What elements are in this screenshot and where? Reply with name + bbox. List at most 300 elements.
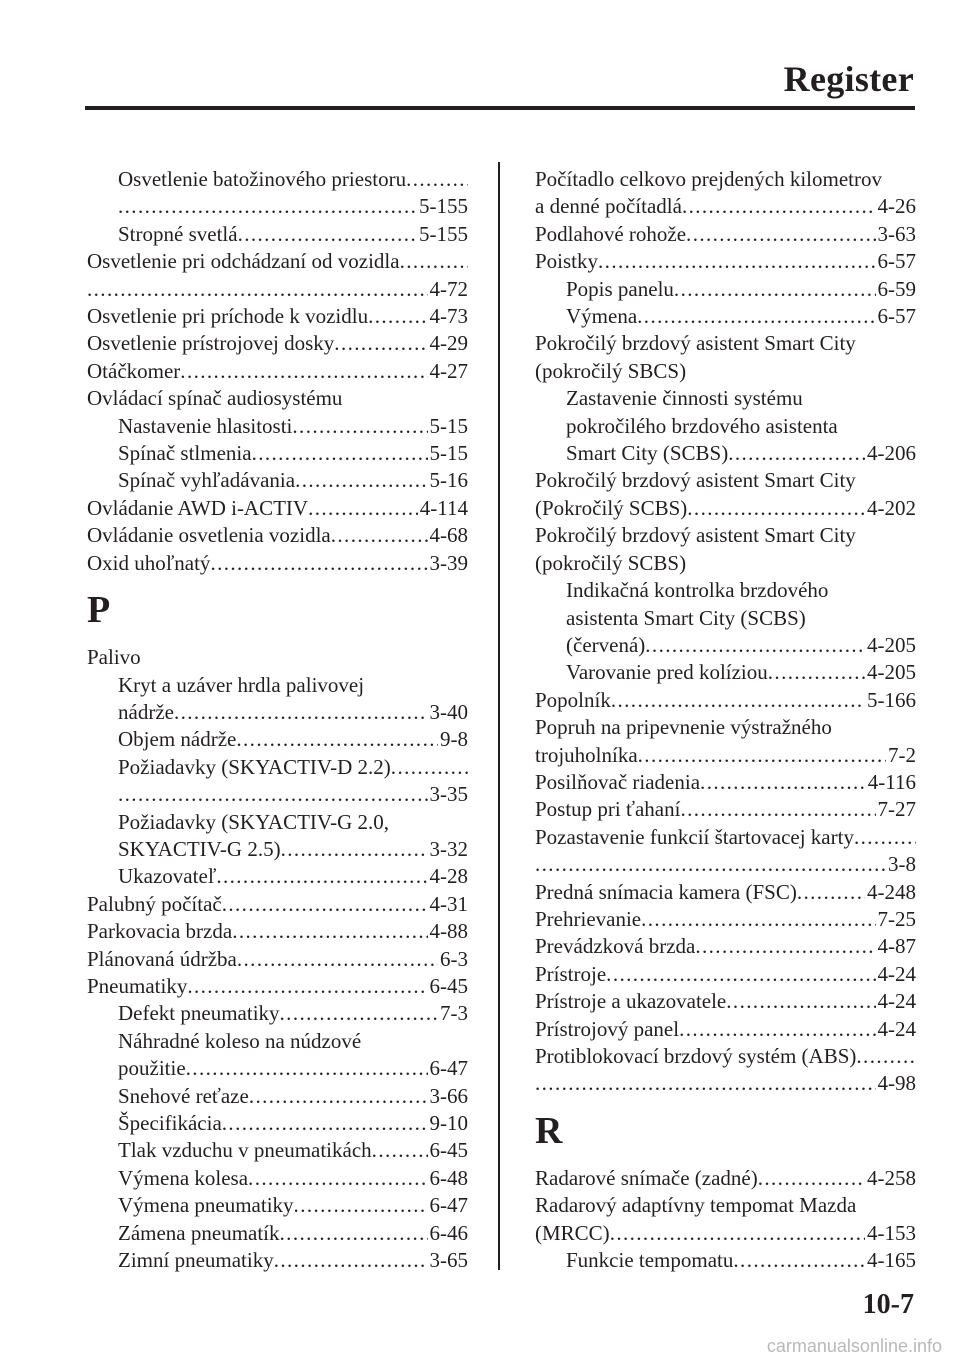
index-entry-line [535, 851, 916, 878]
index-subentry [87, 726, 468, 753]
index-entry-text: Výmena pneumatiky [118, 1193, 294, 1218]
dot-leader [856, 1043, 916, 1070]
index-entry-line [118, 754, 468, 781]
index-entry-text: Predná snímacia kamera (FSC) [535, 879, 797, 904]
index-subentry [535, 276, 916, 303]
index-page-ref: 3-39 [429, 550, 468, 575]
index-entry-text: Prístroje [535, 961, 607, 986]
index-page-ref: 9-10 [429, 1111, 468, 1135]
index-entry-text: (pokročilý SCBS) [535, 550, 687, 575]
index-entry-text: Otáčkomer [87, 358, 181, 383]
index-entry-line [535, 221, 916, 248]
dot-leader [641, 906, 875, 933]
index-page-ref: 4-205 [867, 632, 916, 657]
index-entry-line [87, 522, 468, 549]
index-subentry [87, 1083, 468, 1110]
index-entry-line [566, 276, 916, 303]
index-entry-line [87, 358, 468, 385]
index-entry-text: nádrže [118, 699, 174, 724]
index-entry-line [535, 824, 916, 851]
dot-leader [249, 1083, 428, 1110]
index-page-ref: 3-8 [888, 852, 916, 877]
dot-leader [222, 1110, 428, 1137]
index-entry-line [535, 933, 916, 960]
index-entry-line [566, 1247, 916, 1274]
index-entry [535, 687, 916, 714]
index-entry-text: Plánovaná údržba [87, 946, 237, 971]
index-page-ref: 4-202 [867, 495, 916, 520]
index-page-ref: 4-248 [867, 879, 916, 904]
index-page-ref: 5-15 [429, 441, 468, 466]
index-entry-text: Zastavenie činnosti systému [566, 386, 803, 411]
index-entry-text: asistenta Smart City (SCBS) [566, 605, 806, 630]
index-page-ref: 4-24 [877, 989, 916, 1014]
dot-leader [686, 221, 875, 248]
index-page-ref: 5-155 [419, 194, 468, 219]
index-entry [87, 918, 468, 945]
index-entry-text: Defekt pneumatiky [118, 1001, 280, 1026]
index-entry [535, 522, 916, 577]
index-letter-heading: R [535, 1109, 563, 1152]
dot-leader [610, 1220, 865, 1247]
dot-leader [222, 891, 428, 918]
index-entry-text: Smart City (SCBS) [566, 441, 729, 466]
index-entry-line [118, 809, 468, 836]
index-page-ref: 3-40 [429, 699, 468, 724]
index-subentry [87, 166, 468, 193]
index-subentry [87, 754, 468, 809]
index-entry-text: Osvetlenie prístrojovej dosky [87, 331, 335, 356]
index-entry-line [535, 687, 916, 714]
index-page-ref: 4-73 [429, 304, 468, 329]
index-entry-text: použitie [118, 1056, 186, 1081]
index-entry-line [87, 385, 468, 412]
index-subentry [87, 193, 468, 220]
index-subentry [535, 659, 916, 686]
dot-leader [210, 550, 427, 577]
index-entry-text: Radarové snímače (zadné) [535, 1165, 758, 1190]
index-entry-line [87, 891, 468, 918]
index-entry-text: Náhradné koleso na núdzové [118, 1028, 362, 1053]
index-page-ref: 4-24 [877, 961, 916, 986]
index-subentry [87, 1028, 468, 1083]
index-entry-text: Posilňovač riadenia [535, 769, 701, 794]
index-entry [87, 946, 468, 973]
index-entry-text: Osvetlenie pri odchádzaní od vozidla [87, 249, 400, 274]
index-page-ref: 3-32 [429, 836, 468, 861]
index-entry-text: Radarový adaptívny tempomat Mazda [535, 1193, 857, 1218]
dot-leader [292, 413, 427, 440]
index-entry-line [118, 863, 468, 890]
index-entry-text: Postup pri ťahaní [535, 797, 681, 822]
dot-leader [687, 495, 865, 522]
index-entry-text: (Pokročilý SCBS) [535, 495, 688, 520]
dot-leader [695, 933, 875, 960]
index-page-ref: 4-88 [429, 919, 468, 944]
index-entry [535, 166, 916, 221]
index-subentry [87, 1192, 468, 1219]
index-page-ref: 5-15 [429, 413, 468, 438]
index-entry-line [535, 1165, 916, 1192]
index-entry-text: Popis panelu [566, 276, 674, 301]
dot-leader [400, 248, 468, 275]
index-entry-line [87, 248, 468, 275]
page-number: 10-7 [862, 1289, 914, 1320]
index-entry [87, 358, 468, 385]
index-entry-text: Ukazovateľ [118, 864, 217, 889]
index-entry-line [566, 577, 916, 604]
index-entry-line [535, 358, 916, 385]
index-entry [87, 973, 468, 1000]
index-page-ref: 3-66 [429, 1083, 468, 1108]
index-entry-text: Stropné svetlá [118, 221, 238, 246]
index-entry-line [535, 1043, 916, 1070]
index-page-ref: 4-258 [867, 1165, 916, 1190]
index-page-ref: 6-57 [877, 304, 916, 329]
index-entry-line [566, 632, 916, 659]
index-page-ref: 4-114 [419, 495, 468, 520]
index-page-ref: 6-46 [429, 1220, 468, 1245]
index-entry-text: Nastavenie hlasitosti [118, 413, 293, 438]
watermark: carmanualsonline.info [766, 1336, 942, 1356]
index-entry-line [566, 385, 916, 412]
index-page-ref: 4-116 [867, 769, 916, 794]
index-page-ref: 5-155 [419, 221, 468, 246]
index-entry [87, 644, 468, 671]
index-entry-line [118, 1220, 468, 1247]
index-entry-line [87, 330, 468, 357]
index-entry-text: Osvetlenie pri príchode k vozidlu [87, 304, 369, 329]
index-entry-line [566, 659, 916, 686]
index-entry-text: Pneumatiky [87, 973, 188, 998]
index-entry-text: a denné počítadlá [535, 194, 682, 219]
index-entry-line [535, 550, 916, 577]
index-page-ref: 6-48 [429, 1165, 468, 1190]
index-entry-line [118, 467, 468, 494]
index-page-ref: 7-25 [877, 906, 916, 931]
dot-leader [700, 769, 866, 796]
index-entry-line [535, 166, 916, 193]
index-subentry [87, 221, 468, 248]
index-entry [87, 303, 468, 330]
dot-leader [280, 1220, 428, 1247]
index-entry-line [535, 988, 916, 1015]
dot-leader [854, 824, 916, 851]
index-page-ref: 6-3 [440, 946, 468, 971]
index-subentry [87, 1137, 468, 1164]
index-subentry [535, 385, 916, 467]
index-entry-line [118, 1137, 468, 1164]
index-page-ref: 5-166 [867, 687, 916, 712]
dot-leader [611, 687, 865, 714]
index-page-ref: 4-165 [867, 1248, 916, 1273]
dot-leader [797, 879, 865, 906]
index-entry [87, 522, 468, 549]
dot-leader [535, 851, 886, 878]
index-entry-text: SKYACTIV-G 2.5) [118, 836, 281, 861]
index-entry-text: Parkovacia brzda [87, 919, 233, 944]
dot-leader [726, 988, 875, 1015]
index-letter-heading: P [87, 589, 111, 632]
index-entry [535, 1043, 916, 1098]
index-subentry [87, 672, 468, 727]
index-page-ref: 4-29 [429, 331, 468, 356]
index-entry [535, 330, 916, 385]
index-entry-line [118, 1055, 468, 1082]
index-page-ref: 6-47 [429, 1193, 468, 1218]
dot-leader [758, 1165, 865, 1192]
dot-leader [598, 248, 875, 275]
index-page-ref: 4-31 [429, 891, 468, 916]
index-entry-text: Ovládanie osvetlenia vozidla [87, 523, 331, 548]
dot-leader [682, 193, 876, 220]
dot-leader [280, 1000, 438, 1027]
index-column-left [87, 166, 468, 1274]
dot-leader [680, 796, 875, 823]
index-entry-text: Palubný počítač [87, 891, 222, 916]
dot-leader [118, 193, 417, 220]
index-page-ref: 7-3 [440, 1001, 468, 1026]
index-entry-line [118, 440, 468, 467]
dot-leader [186, 1055, 428, 1082]
index-entry-text: Ovládací spínač audiosystému [87, 386, 343, 411]
index-entry-text: Palivo [87, 645, 141, 670]
index-entry-text: Pozastavenie funkcií štartovacej karty [535, 824, 854, 849]
index-entry-text: Tlak vzduchu v pneumatikách [118, 1138, 372, 1163]
index-entry-text: Požiadavky (SKYACTIV-D 2.2) [118, 754, 391, 779]
index-entry-line [118, 1028, 468, 1055]
dot-leader [391, 754, 468, 781]
index-entry [87, 330, 468, 357]
index-entry-line [535, 769, 916, 796]
dot-leader [274, 1247, 428, 1274]
index-entry-line [118, 1083, 468, 1110]
index-entry-line [566, 303, 916, 330]
index-entry-line [535, 248, 916, 275]
index-entry [535, 961, 916, 988]
index-page-ref: 6-47 [429, 1056, 468, 1081]
index-entry-line [535, 961, 916, 988]
index-page-ref: 4-26 [877, 194, 916, 219]
index-entry [535, 1165, 916, 1192]
dot-leader [768, 659, 865, 686]
dot-leader [331, 522, 428, 549]
index-entry-text: Ovládanie AWD i-ACTIV [87, 495, 309, 520]
index-page-ref: 7-27 [877, 797, 916, 822]
dot-leader [216, 863, 427, 890]
dot-leader [87, 276, 428, 303]
dot-leader [238, 221, 417, 248]
dot-leader [406, 166, 468, 193]
index-entry-line [535, 1016, 916, 1043]
index-entry [535, 796, 916, 823]
dot-leader [308, 495, 418, 522]
index-entry [87, 550, 468, 577]
index-entry-text: Zimní pneumatiky [118, 1248, 274, 1273]
index-entry [535, 879, 916, 906]
index-entry-text: Varovanie pred kolíziou [566, 660, 768, 685]
column-divider [498, 162, 500, 1270]
index-entry-line [87, 303, 468, 330]
index-entry-line [118, 672, 468, 699]
dot-leader [728, 440, 865, 467]
dot-leader [236, 726, 438, 753]
dot-leader [237, 946, 438, 973]
index-entry-line [535, 906, 916, 933]
index-entry-line [535, 193, 916, 220]
index-entry-line [118, 1247, 468, 1274]
index-entry-text: Snehové reťaze [118, 1083, 249, 1108]
index-entry-line [118, 1000, 468, 1027]
dot-leader [252, 440, 428, 467]
index-subentry [87, 809, 468, 864]
page-title: Register [783, 59, 914, 99]
index-page-ref: 4-28 [429, 864, 468, 889]
index-entry-line [118, 1192, 468, 1219]
index-entry [535, 906, 916, 933]
index-page-ref: 4-72 [429, 276, 468, 301]
index-subentry [87, 1110, 468, 1137]
index-entry-text: (pokročilý SBCS) [535, 358, 687, 383]
index-page-ref: 4-68 [429, 523, 468, 548]
index-entry-text: Prehrievanie [535, 906, 642, 931]
index-entry-line [535, 879, 916, 906]
dot-leader [679, 1016, 875, 1043]
index-subentry [87, 1165, 468, 1192]
dot-leader [606, 961, 875, 988]
index-entry [87, 248, 468, 303]
index-page-ref: 7-2 [888, 742, 916, 767]
index-entry-line [535, 714, 916, 741]
index-entry-line [118, 1110, 468, 1137]
index-entry-text: Popruh na pripevnenie výstražného [535, 715, 832, 740]
index-entry-text: Prístroje a ukazovatele [535, 989, 727, 1014]
index-entry-line [535, 495, 916, 522]
index-entry-text: Poistky [535, 249, 599, 274]
index-entry-line [118, 413, 468, 440]
index-subentry [87, 863, 468, 890]
index-entry [535, 824, 916, 879]
index-entry-text: Objem nádrže [118, 727, 237, 752]
index-entry-text: Zámena pneumatík [118, 1220, 280, 1245]
index-entry-text: (MRCC) [535, 1220, 610, 1245]
index-subentry [535, 303, 916, 330]
index-entry-line [87, 946, 468, 973]
index-entry-text: Prevádzková brzda [535, 934, 696, 959]
index-entry-line [535, 742, 916, 769]
index-entry-text: Oxid uhoľnatý [87, 550, 211, 575]
index-entry-line [535, 330, 916, 357]
dot-leader [368, 303, 427, 330]
index-entry-text: Špecifikácia [118, 1111, 222, 1135]
index-entry [535, 769, 916, 796]
index-entry [535, 248, 916, 275]
index-page-ref: 4-24 [877, 1016, 916, 1041]
index-entry-text: Indikačná kontrolka brzdového [566, 578, 829, 603]
index-entry [535, 467, 916, 522]
index-entry-text: (červená) [566, 632, 646, 657]
dot-leader [180, 358, 427, 385]
index-entry-line [566, 440, 916, 467]
index-entry [87, 495, 468, 522]
dot-leader [645, 632, 865, 659]
index-entry-line [566, 605, 916, 632]
index-page-ref: 6-45 [429, 1138, 468, 1163]
index-entry-text: Pokročilý brzdový asistent Smart City [535, 468, 856, 493]
index-entry-line [87, 973, 468, 1000]
dot-leader [248, 1165, 427, 1192]
index-page-ref: 6-57 [877, 249, 916, 274]
index-page-ref: 4-206 [867, 441, 916, 466]
index-entry-line [87, 644, 468, 671]
index-entry-text: Spínač vyhľadávania [118, 468, 296, 493]
index-entry-line [118, 166, 468, 193]
index-entry-text: Výmena [566, 304, 638, 329]
index-entry [535, 988, 916, 1015]
index-entry-line [118, 836, 468, 863]
index-entry-line [118, 1165, 468, 1192]
index-entry-text: pokročilého brzdového asistenta [566, 413, 838, 438]
index-page-ref: 4-27 [429, 358, 468, 383]
index-page-ref: 6-59 [877, 276, 916, 301]
dot-leader [638, 742, 886, 769]
dot-leader [118, 781, 428, 808]
index-entry [535, 714, 916, 769]
header-rule [85, 106, 915, 110]
index-entry-text: Funkcie tempomatu [566, 1248, 734, 1273]
index-entry-line [535, 522, 916, 549]
index-entry-text: Požiadavky (SKYACTIV-G 2.0, [118, 809, 390, 834]
index-entry-text: Spínač stlmenia [118, 441, 252, 466]
index-entry-line [535, 1070, 916, 1097]
index-entry-text: trojuholníka [535, 742, 638, 767]
index-entry-text: Pokročilý brzdový asistent Smart City [535, 523, 856, 548]
index-entry-text: Výmena kolesa [118, 1165, 249, 1190]
index-entry-line [118, 781, 468, 808]
index-entry-text: Kryt a uzáver hrdla palivovej [118, 672, 365, 697]
dot-leader [294, 1192, 428, 1219]
index-entry-line [87, 276, 468, 303]
index-subentry [87, 1220, 468, 1247]
index-entry-line [535, 1192, 916, 1219]
index-entry-text: Prístrojový panel [535, 1016, 680, 1041]
dot-leader [281, 836, 428, 863]
index-page-ref: 4-87 [877, 934, 916, 959]
dot-leader [372, 1137, 428, 1164]
index-entry-line [87, 495, 468, 522]
index-entry-text: Popolník [535, 687, 611, 712]
index-entry [535, 1192, 916, 1247]
index-subentry [87, 440, 468, 467]
index-entry [535, 933, 916, 960]
dot-leader [187, 973, 427, 1000]
dot-leader [637, 303, 875, 330]
index-entry-text: Pokročilý brzdový asistent Smart City [535, 331, 856, 356]
index-entry-text: Podlahové rohože [535, 221, 687, 246]
dot-leader [334, 330, 427, 357]
dot-leader [674, 276, 876, 303]
index-entry [535, 1016, 916, 1043]
index-entry-text: Počítadlo celkovo prejdených kilometrov [535, 167, 882, 191]
index-page-ref: 3-65 [429, 1248, 468, 1273]
index-entry-line [535, 1220, 916, 1247]
dot-leader [733, 1247, 865, 1274]
index-page-ref: 4-98 [877, 1071, 916, 1096]
index-subentry [535, 577, 916, 659]
index-entry-text: Protiblokovací brzdový systém (ABS) [535, 1044, 857, 1068]
dot-leader [295, 467, 427, 494]
index-page-ref: 5-16 [429, 468, 468, 493]
